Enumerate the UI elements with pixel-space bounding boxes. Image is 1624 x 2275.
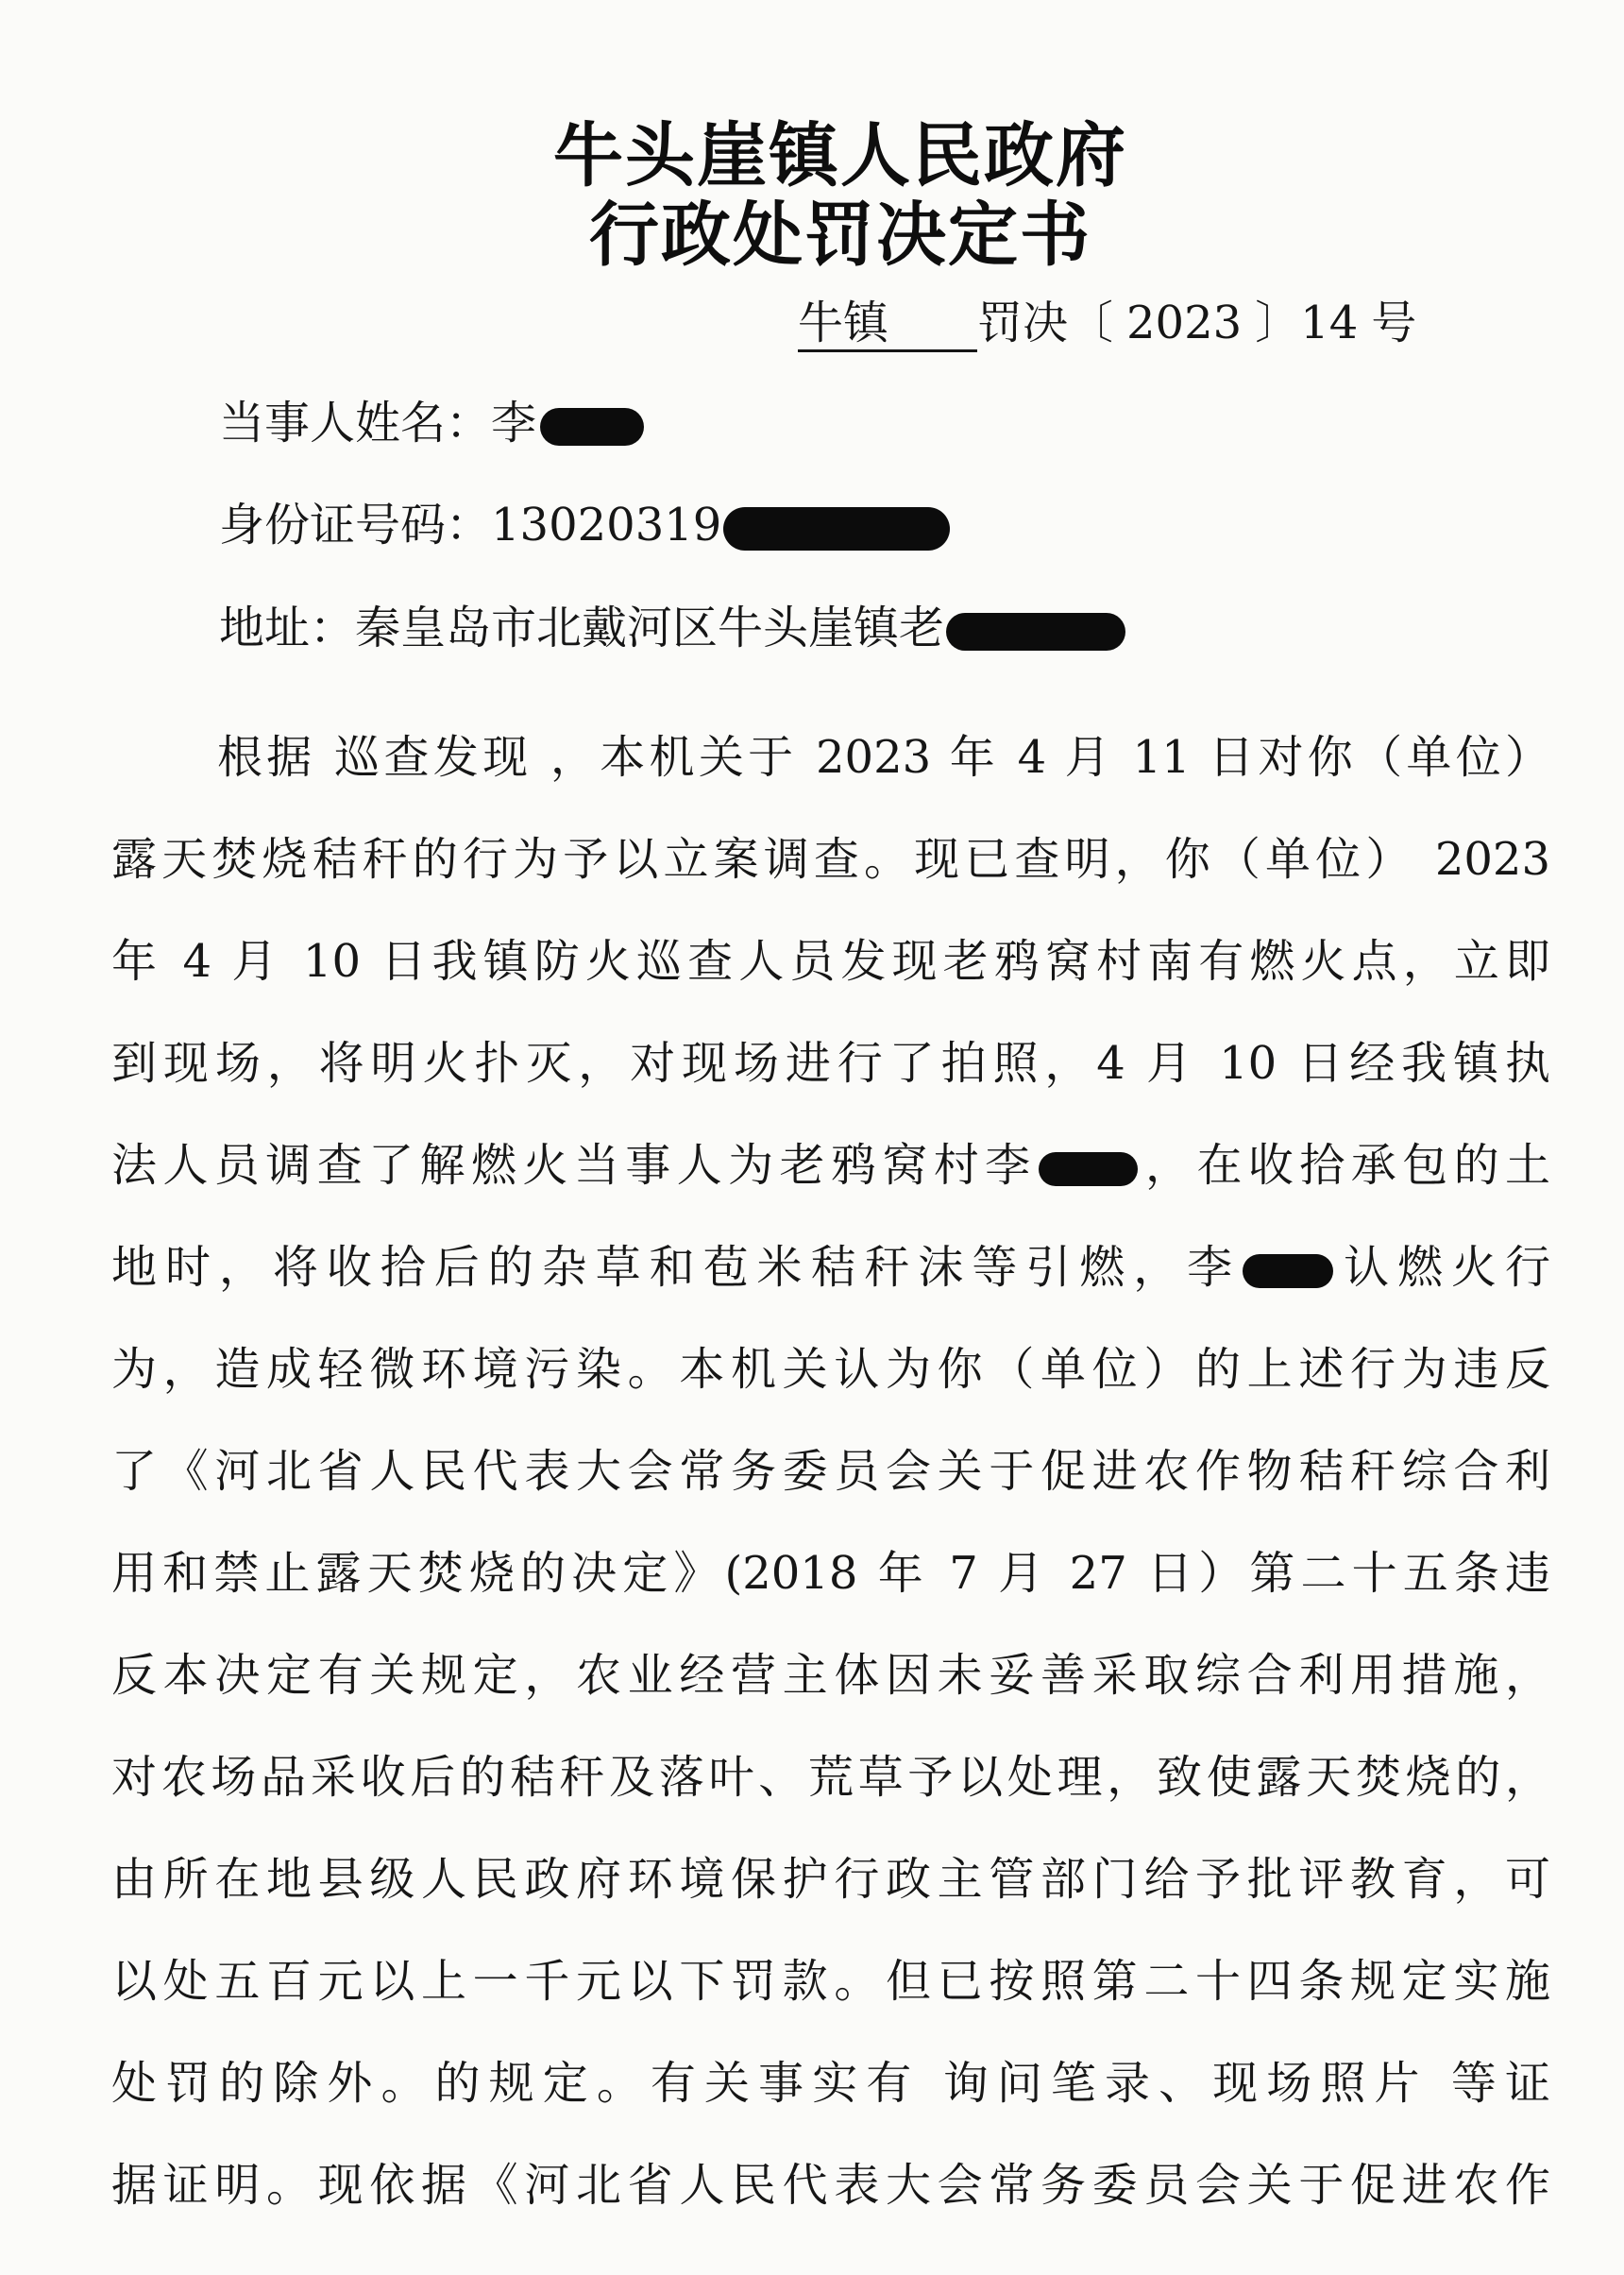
body-line: 据证明。现依据《河北省人民代表大会常务委员会关于促进农作: [111, 2159, 1550, 2212]
body-line: 了《河北省人民代表大会常务委员会关于促进农作物秸秆综合利: [111, 1445, 1550, 1498]
body-line: 处罚的除外。的规定。有关事实有 询问笔录、现场照片 等证: [111, 2057, 1550, 2110]
document-number: [798, 297, 1417, 352]
party-name-field: [219, 397, 644, 450]
redaction-mark: [540, 408, 644, 446]
body-line: 为，造成轻微环境污染。本机关认为你（单位）的上述行为违反: [111, 1343, 1550, 1396]
document-number-suffix: 号: [1371, 297, 1417, 349]
party-address-field: [219, 602, 1125, 654]
body-line-segment: 法人员调查了解燃火当事人为老鸦窝村李: [111, 1139, 1037, 1192]
body-line-segment: ，在收拾承包的土: [1139, 1139, 1550, 1192]
body-line: 以处五百元以上一千元以下罚款。但已按照第二十四条规定实施: [111, 1955, 1550, 2008]
body-line: 由所在地县级人民政府环境保护行政主管部门给予批评教育，可: [111, 1853, 1550, 1906]
body-line-segment: 地时，将收拾后的杂草和苞米秸秆沫等引燃，李: [111, 1241, 1242, 1294]
document-number-year: 2023: [1126, 297, 1243, 349]
body-line: [111, 1216, 1550, 1318]
body-line: 根据 巡查发现 ，本机关于 2023 年 4 月 11 日对你（单位）: [217, 731, 1550, 784]
party-address-value: 秦皇岛市北戴河区牛头崖镇老: [355, 602, 945, 654]
document-number-prefix: 牛镇: [798, 300, 977, 352]
body-line: 露天焚烧秸秆的行为予以立案调查。现已查明，你（单位） 2023: [111, 833, 1550, 886]
body-line: 到现场，将明火扑灭，对现场进行了拍照，4 月 10 日经我镇执: [111, 1037, 1550, 1090]
party-id-value: 13020319: [491, 499, 722, 552]
body-line: 年 4 月 10 日我镇防火巡查人员发现老鸦窝村南有燃火点，立即: [111, 935, 1550, 988]
redaction-mark: [1243, 1254, 1333, 1288]
redaction-mark: [1039, 1152, 1138, 1186]
party-name-label: 当事人姓名：: [219, 397, 492, 450]
party-id-label: 身份证号码：: [219, 499, 492, 552]
document-number-type: 罚决〔: [977, 297, 1114, 349]
redaction-mark: [946, 613, 1125, 651]
body-line: 对农场品采收后的秸秆及落叶、荒草予以处理，致使露天焚烧的，: [111, 1751, 1550, 1804]
body-line-segment: 认燃火行: [1335, 1241, 1550, 1294]
body-line: 用和禁止露天焚烧的决定》(2018 年 7 月 27 日）第二十五条违: [111, 1547, 1550, 1600]
body-line: 反本决定有关规定，农业经营主体因未妥善采取综合利用措施，: [111, 1649, 1550, 1702]
party-id-field: [219, 499, 950, 552]
redaction-mark: [723, 507, 950, 551]
document-title-type: 行政处罚决定书: [589, 195, 1091, 276]
document-number-seq: 〕14: [1255, 297, 1359, 349]
party-address-label: 地址：: [219, 602, 356, 654]
document-body: [111, 706, 1550, 2236]
body-line: [111, 1114, 1550, 1216]
party-name-value: 李: [491, 397, 537, 450]
document-title-authority: 牛头崖镇人民政府: [553, 115, 1127, 196]
